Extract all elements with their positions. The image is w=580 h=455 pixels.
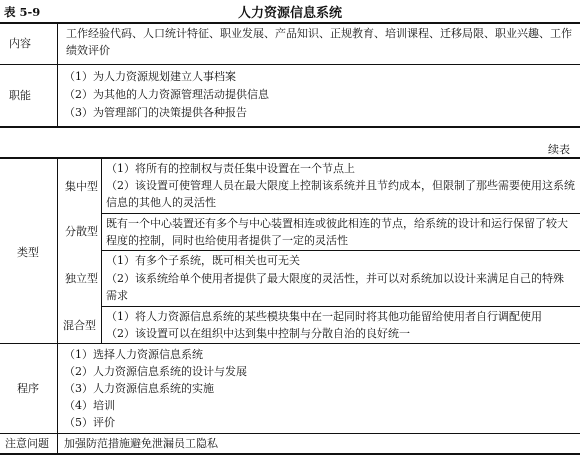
part1-bottom-rule xyxy=(0,126,580,128)
subrow-divider xyxy=(101,306,580,307)
hybrid-line-2: （2）该设置可以在组织中达到集中控制与分散自治的良好统一 xyxy=(106,327,410,340)
row-divider xyxy=(0,433,580,434)
row-label-types: 类型 xyxy=(17,246,39,259)
row-divider xyxy=(0,64,580,65)
independent-line-2: （2）该系统给单个使用者提供了最大限度的灵活性，并可以对系统加以设计来满足自己的特殊 xyxy=(106,272,564,285)
procedure-line-2: （2）人力资源信息系统的设计与发展 xyxy=(64,365,247,378)
type-label-centralized: 集中型 xyxy=(65,180,98,193)
label-column-divider xyxy=(57,158,58,455)
row-label-content: 内容 xyxy=(9,37,31,50)
continued-label: 续表 xyxy=(548,143,570,156)
procedure-line-4: （4）培训 xyxy=(64,399,115,412)
table-number: 表 5-9 xyxy=(4,5,41,19)
functions-line-1: （1）为人力资源规划建立人事档案 xyxy=(64,70,236,83)
distributed-line-2: 程度的控制，同时也给使用者提供了一定的灵活性 xyxy=(106,234,348,247)
procedure-line-3: （3）人力资源信息系统的实施 xyxy=(64,382,214,395)
independent-line-3: 需求 xyxy=(106,289,128,302)
content-line-2: 绩效评价 xyxy=(66,44,110,57)
distributed-line-1: 既有一个中心装置还有多个与中心装置相连或彼此相连的节点，给系统的设计和运行保留了较大 xyxy=(106,217,568,230)
notes-line-1: 加强防范措施避免泄漏员工隐私 xyxy=(64,437,218,450)
centralized-line-2: （2）该设置可使管理人员在最大限度上控制该系统并且节约成本，但限制了那些需要使用这系统 xyxy=(106,179,575,192)
subrow-divider xyxy=(101,213,580,214)
type-label-hybrid: 混合型 xyxy=(63,319,96,332)
top-rule xyxy=(0,22,580,24)
row-label-notes: 注意问题 xyxy=(5,437,49,450)
procedure-line-5: （5）评价 xyxy=(64,416,115,429)
procedure-line-1: （1）选择人力资源信息系统 xyxy=(64,348,203,361)
independent-line-1: （1）有多个子系统，既可相关也可无关 xyxy=(106,254,300,267)
content-line-1: 工作经验代码、人口统计特征、职业发展、产品知识、正规教育、培训课程、迁移局限、职业兴趣、工作 xyxy=(66,27,572,40)
row-label-functions: 职能 xyxy=(9,89,31,102)
column-divider xyxy=(57,23,58,127)
table-title: 人力资源信息系统 xyxy=(237,6,342,21)
hybrid-line-1: （1）将人力资源信息系统的某些模块集中在一起同时将其他功能留给使用者自行调配使用 xyxy=(106,310,542,323)
functions-line-3: （3）为管理部门的决策提供各种报告 xyxy=(64,106,247,119)
part2-top-rule xyxy=(0,157,580,159)
centralized-line-3: 信息的其他人的灵活性 xyxy=(106,196,216,209)
type-label-distributed: 分散型 xyxy=(65,225,98,238)
functions-line-2: （2）为其他的人力资源管理活动提供信息 xyxy=(64,88,269,101)
type-label-independent: 独立型 xyxy=(65,272,98,285)
row-label-procedure: 程序 xyxy=(17,382,39,395)
table-header xyxy=(0,2,580,20)
subrow-divider xyxy=(101,250,580,251)
centralized-line-1: （1）将所有的控制权与责任集中设置在一个节点上 xyxy=(106,162,355,175)
row-divider xyxy=(0,343,580,344)
